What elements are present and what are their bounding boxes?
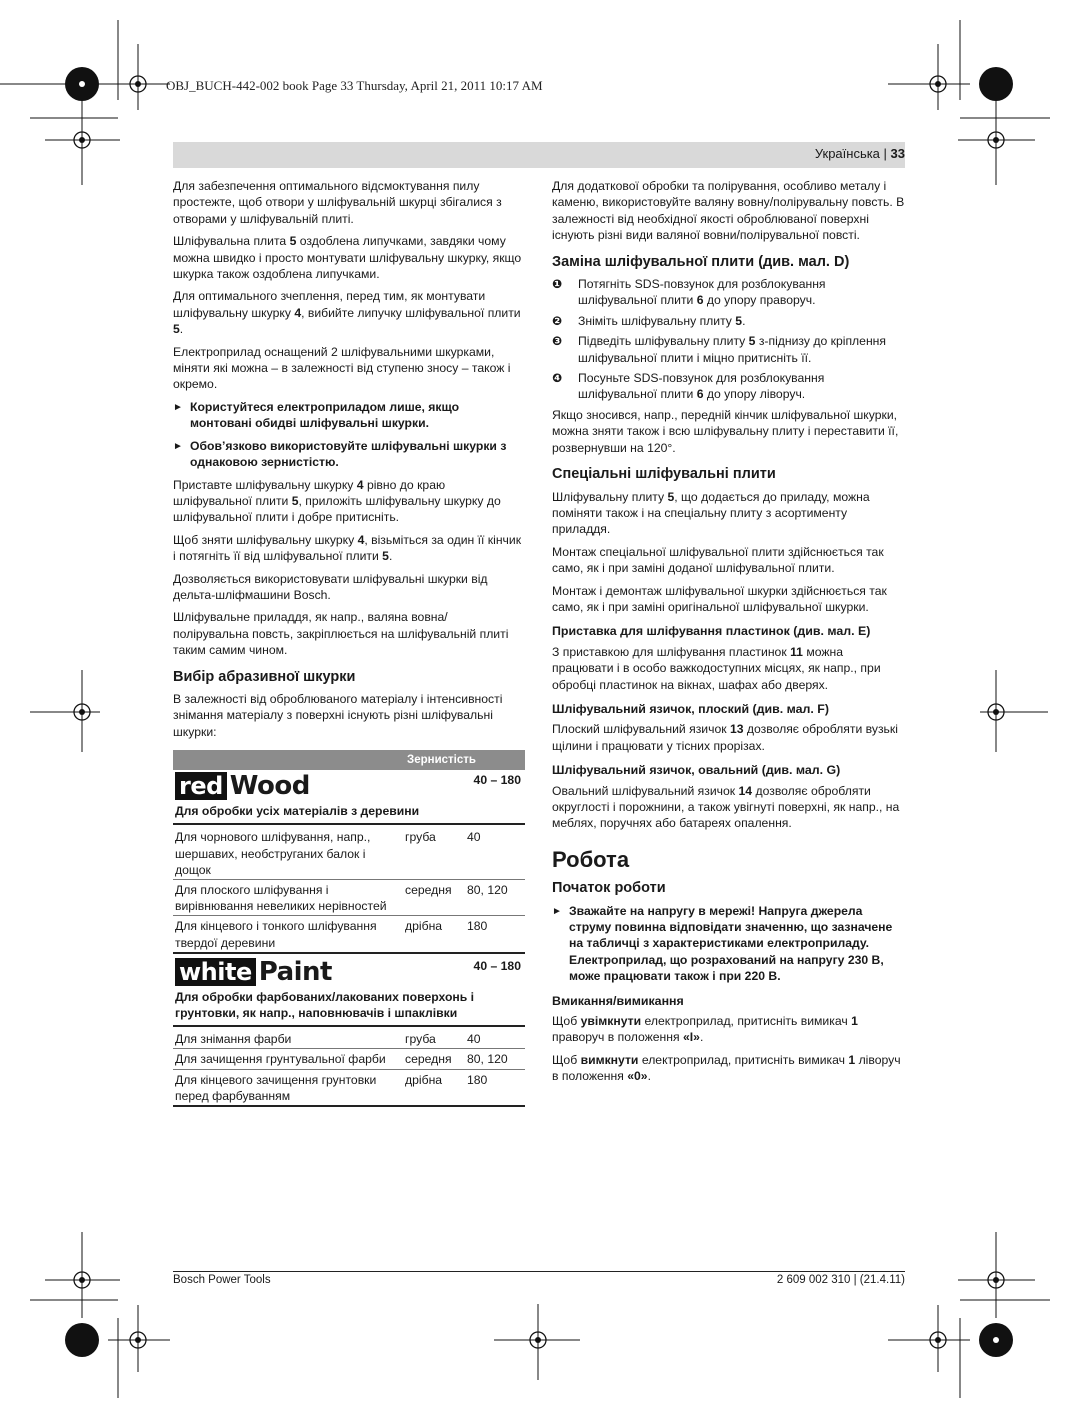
step-item: ❷ Зніміть шліфувальну плиту 5. (552, 313, 746, 328)
table-row: Для плоского шліфування і вирівнювання невеликих нерівностей середня 80, 120 (173, 880, 525, 916)
paragraph: Якщо зносився, напр., передній кінчик шліфувальної шкурки, можна зняти також і всю шліфувальну плиту і переставити її, розвернувши на 120°. (552, 407, 899, 455)
table-row: Для кінцевого зачищення грунтовки перед фарбуванням дрібна 180 (173, 1069, 525, 1106)
header-separator: | (879, 146, 891, 161)
wood-description: Для обробки усіх матеріалів з деревини (175, 804, 420, 819)
paragraph: Плоский шліфувальний язичок 13 дозволяє обробляти вузькі щілини і працювати у тісних прорізах. (552, 722, 898, 753)
footer-rule (173, 1271, 905, 1272)
section-heading-abrasive: Вибір абразивної шкурки (173, 668, 356, 685)
triangle-bullet-icon: ► (173, 401, 183, 413)
paint-grit-range: 40 – 180 (465, 953, 525, 987)
subheading-attachment-e: Приставка для шліфування пластинок (див. мал. E) (552, 624, 871, 639)
safety-bullet: ► Зважайте на напругу в мережі! Напруга джерела струму повинна відповідати значенню, що зазначене на табличці з характеристиками електроприладу. Електроприлад, що розрахований на напругу 230 В, може працювати також і при 220 В. (552, 903, 893, 984)
print-slug: OBJ_BUCH-442-002 book Page 33 Thursday, April 21, 2011 10:17 AM (166, 78, 543, 93)
paragraph: Приставте шліфувальну шкурку 4 рівно до краю шліфувальної плити 5, приложіть шліфувальну шкурку до шліфувальної плити і добре притисніть. (173, 477, 501, 525)
chapter-heading-operation: Робота (552, 846, 630, 872)
paragraph: Щоб зняти шліфувальну шкурку 4, візьміться за один її кінчик і потягніть її від шліфувальної плити 5. (173, 532, 522, 564)
subheading-flat-tongue: Шліфувальний язичок, плоский (див. мал. F) (552, 701, 830, 716)
paragraph: Шліфувальне приладдя, як напр., валяна вовна/полірувальна повсть, закріплюється на шліфувальній плиті таким самим чином. (173, 610, 509, 658)
subheading-oval-tongue: Шліфувальний язичок, овальний (див. мал. G) (552, 763, 841, 778)
footer-docnumber: 2 609 002 310 | (21.4.11) (776, 1274, 905, 1286)
step-item: ❹ Посуньте SDS-повзунок для розблокування шліфувальної плити 6 до упору ліворуч. (552, 371, 825, 402)
paragraph: Монтаж спеціальної шліфувальної плити здійснюється так само, як і при заміні доданої шліфувальної плити. (552, 544, 884, 576)
wood-logo: red Wood (173, 770, 465, 801)
step-item: ❸ Підведіть шліфувальну плиту 5 з-піднизу до кріплення шліфувальної плити і міцно притисніть її. (552, 334, 887, 365)
right-column (552, 178, 905, 1091)
paint-description: Для обробки фарбованих/лакованих поверхонь і грунтовки, як напр., наповнювачів і шпаклівки (175, 989, 475, 1021)
wood-grit-range: 40 – 180 (473, 773, 521, 788)
page-number: 33 (890, 146, 905, 161)
paragraph: Овальний шліфувальний язичок 14 дозволяє обробляти округлості і порожнини, а також увігнуті поверхні, як напр., на меблях, поручнях або батареях опалення. (552, 783, 900, 831)
running-header (815, 146, 905, 161)
safety-bullet: ► Обов’язково використовуйте шліфувальні шкурки з однаковою зернистістю. (173, 438, 507, 470)
table-row: Для знімання фарби груба 40 (173, 1026, 525, 1049)
header-language: Українська (814, 146, 880, 161)
paragraph: Щоб увімкнути електроприлад, притисніть вимикач 1 праворуч в положення «I». (552, 1014, 858, 1045)
table-header-empty (173, 750, 403, 770)
triangle-bullet-icon: ► (552, 905, 562, 917)
paragraph: Монтаж і демонтаж шліфувальної шкурки здійснюється так само, як і при заміні оригінальної шліфувальної шкурки. (552, 583, 887, 614)
header-bar (173, 142, 905, 168)
section-heading-replace-plate: Заміна шліфувальної плити (див. мал. D) (552, 253, 850, 270)
paragraph: Шліфувальну плиту 5, що додається до приладу, можна поміняти також і на спеціальну плиту з асортименту приладдя. (552, 489, 870, 537)
grit-table (173, 750, 525, 1107)
left-column (173, 178, 523, 1107)
paint-logo: white Paint (173, 953, 465, 987)
subheading-on-off: Вмикання/вимикання (552, 993, 684, 1008)
paragraph: Щоб вимкнути електроприлад, притисніть вимикач 1 ліворуч в положення «0». (552, 1052, 901, 1084)
step-item: ❶ Потягніть SDS-повзунок для розблокування шліфувальної плити 6 до упору праворуч. (552, 277, 826, 308)
paragraph: Для оптимального зчеплення, перед тим, як монтувати шліфувальну шкурку 4, вибийте липучку шліфувальної плити 5. (173, 289, 521, 337)
footer-brand: Bosch Power Tools (173, 1274, 271, 1286)
triangle-bullet-icon: ► (173, 440, 183, 452)
paragraph: В залежності від оброблюваного матеріалу і інтенсивності знімання матеріалу з поверхні існують різні шліфувальні шкурки: (173, 691, 503, 739)
table-row: Для кінцевого і тонкого шліфування твердої деревини дрібна 180 (173, 916, 525, 953)
paragraph: Для додаткової обробки та полірування, особливо металу і каменю, використовуйте валяну вовну/полірувальну повсть. В залежності від необхідної якості оброблюваної поверхні існують різні види валяної вовни/полірувальної повсті. (552, 179, 905, 243)
paragraph: Шліфувальна плита 5 оздоблена липучками, завдяки чому можна швидко і просто монтувати шліфувальну шкурку, якщо шкурка також оздоблена липучками. (173, 234, 522, 282)
table-header-grit: Зернистість (403, 750, 525, 770)
section-heading-start: Початок роботи (552, 880, 666, 897)
paragraph: Для забезпечення оптимального відсмоктування пилу простежте, щоб отвори у шліфувальній шкурці збігалися з отворами у шліфувальній плиті. (173, 179, 502, 226)
safety-bullet: ► Користуйтеся електроприладом лише, якщо монтовані обидві шліфувальні шкурки. (173, 399, 460, 431)
paragraph: Електроприлад оснащений 2 шліфувальними шкурками, міняти які можна – в залежності від ступеню зносу – також і окремо. (173, 344, 511, 392)
paragraph: Дозволяється використовувати шліфувальні шкурки від дельта-шліфмашини Bosch. (173, 571, 488, 602)
paragraph: З приставкою для шліфування пластинок 11 можна працювати і в особо важкодоступних місцях, як напр., при обробці пластинок на вікнах, шафах або дверях. (552, 644, 881, 692)
table-row: Для чорнового шліфування, напр., шершавих, необструганих балок і дощок груба 40 (173, 824, 525, 879)
section-heading-special-plates: Спеціальні шліфувальні плити (552, 466, 776, 483)
table-row: Для зачищення грунтувальної фарби середня 80, 120 (173, 1049, 525, 1069)
